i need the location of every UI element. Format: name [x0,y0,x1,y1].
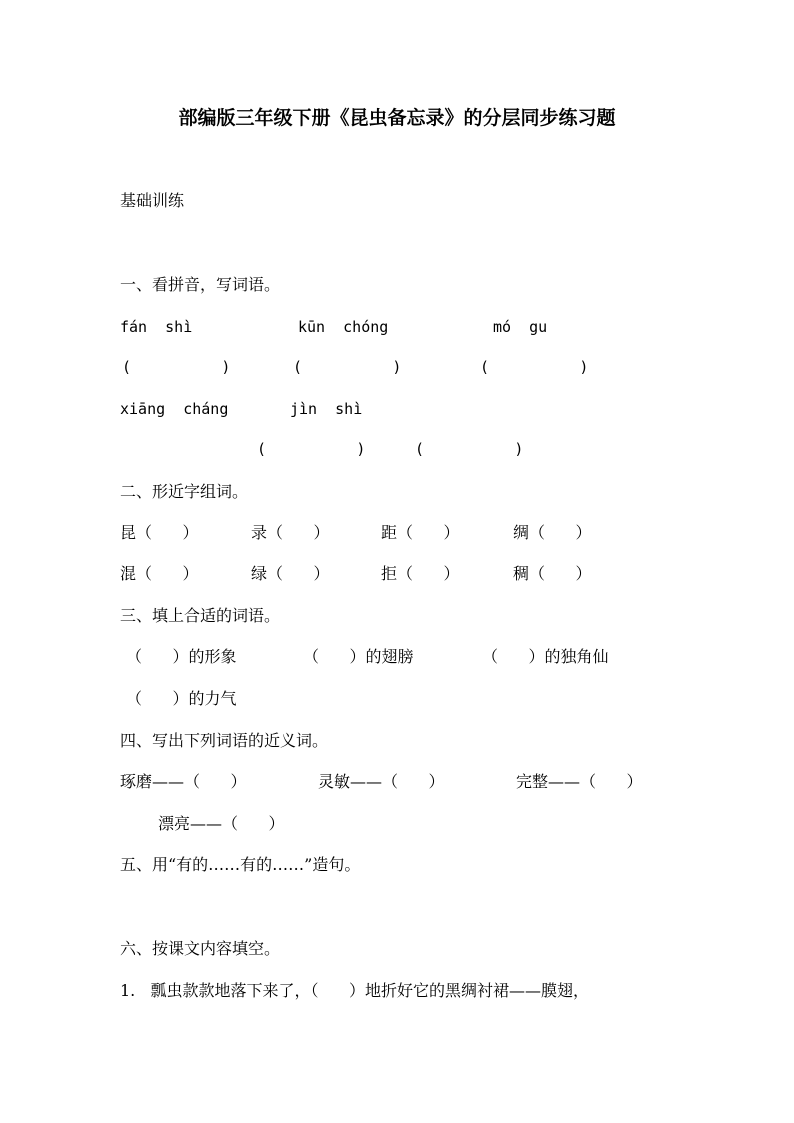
fill-item[interactable]: （ ）的翅膀 [303,647,414,666]
word-pair-item[interactable]: 混（ ） [120,564,199,583]
q6-heading: 六、按课文内容填空。 [120,939,281,958]
q1-heading: 一、看拼音，写词语。 [120,275,281,294]
q2-heading: 二、形近字组词。 [120,482,249,501]
q3-heading: 三、填上合适的词语。 [120,606,281,625]
section-heading: 基础训练 [120,191,185,210]
q6-line-1[interactable]: 1. 瓢虫款款地落下来了，（ ）地折好它的黑绸衬裙——膜翅， [120,981,590,1000]
word-pair-item[interactable]: 稠（ ） [513,564,592,583]
page-title: 部编版三年级下册《昆虫备忘录》的分层同步练习题 [178,107,616,129]
fill-item[interactable]: （ ）的形象 [126,647,237,666]
answer-blank[interactable]: ( ) [293,358,402,376]
word-pair-item[interactable]: 昆（ ） [120,523,199,542]
answer-blank[interactable]: ( ) [122,358,231,376]
word-pair-item[interactable]: 绿（ ） [251,564,330,583]
pinyin-4: xiāng cháng [120,400,229,418]
pinyin-3: mó gu [493,318,548,336]
fill-item[interactable]: （ ）的独角仙 [482,647,609,666]
pinyin-1: fán shì [120,318,193,336]
q4-heading: 四、写出下列词语的近义词。 [120,731,329,750]
word-pair-item[interactable]: 绸（ ） [513,523,592,542]
synonym-item[interactable]: 琢磨——（ ） [120,772,247,791]
answer-blank[interactable]: ( ) [480,358,589,376]
synonym-item[interactable]: 漂亮——（ ） [158,814,285,833]
word-pair-item[interactable]: 距（ ） [381,523,460,542]
pinyin-5: jìn shì [290,400,363,418]
answer-blank[interactable]: ( ) [415,440,524,458]
q5-heading: 五、用“有的……有的……”造句。 [120,855,361,874]
pinyin-2: kūn chóng [298,318,389,336]
word-pair-item[interactable]: 录（ ） [251,523,330,542]
synonym-item[interactable]: 灵敏——（ ） [318,772,445,791]
answer-blank[interactable]: ( ) [257,440,366,458]
synonym-item[interactable]: 完整——（ ） [516,772,643,791]
word-pair-item[interactable]: 拒（ ） [381,564,460,583]
fill-item[interactable]: （ ）的力气 [126,689,237,708]
